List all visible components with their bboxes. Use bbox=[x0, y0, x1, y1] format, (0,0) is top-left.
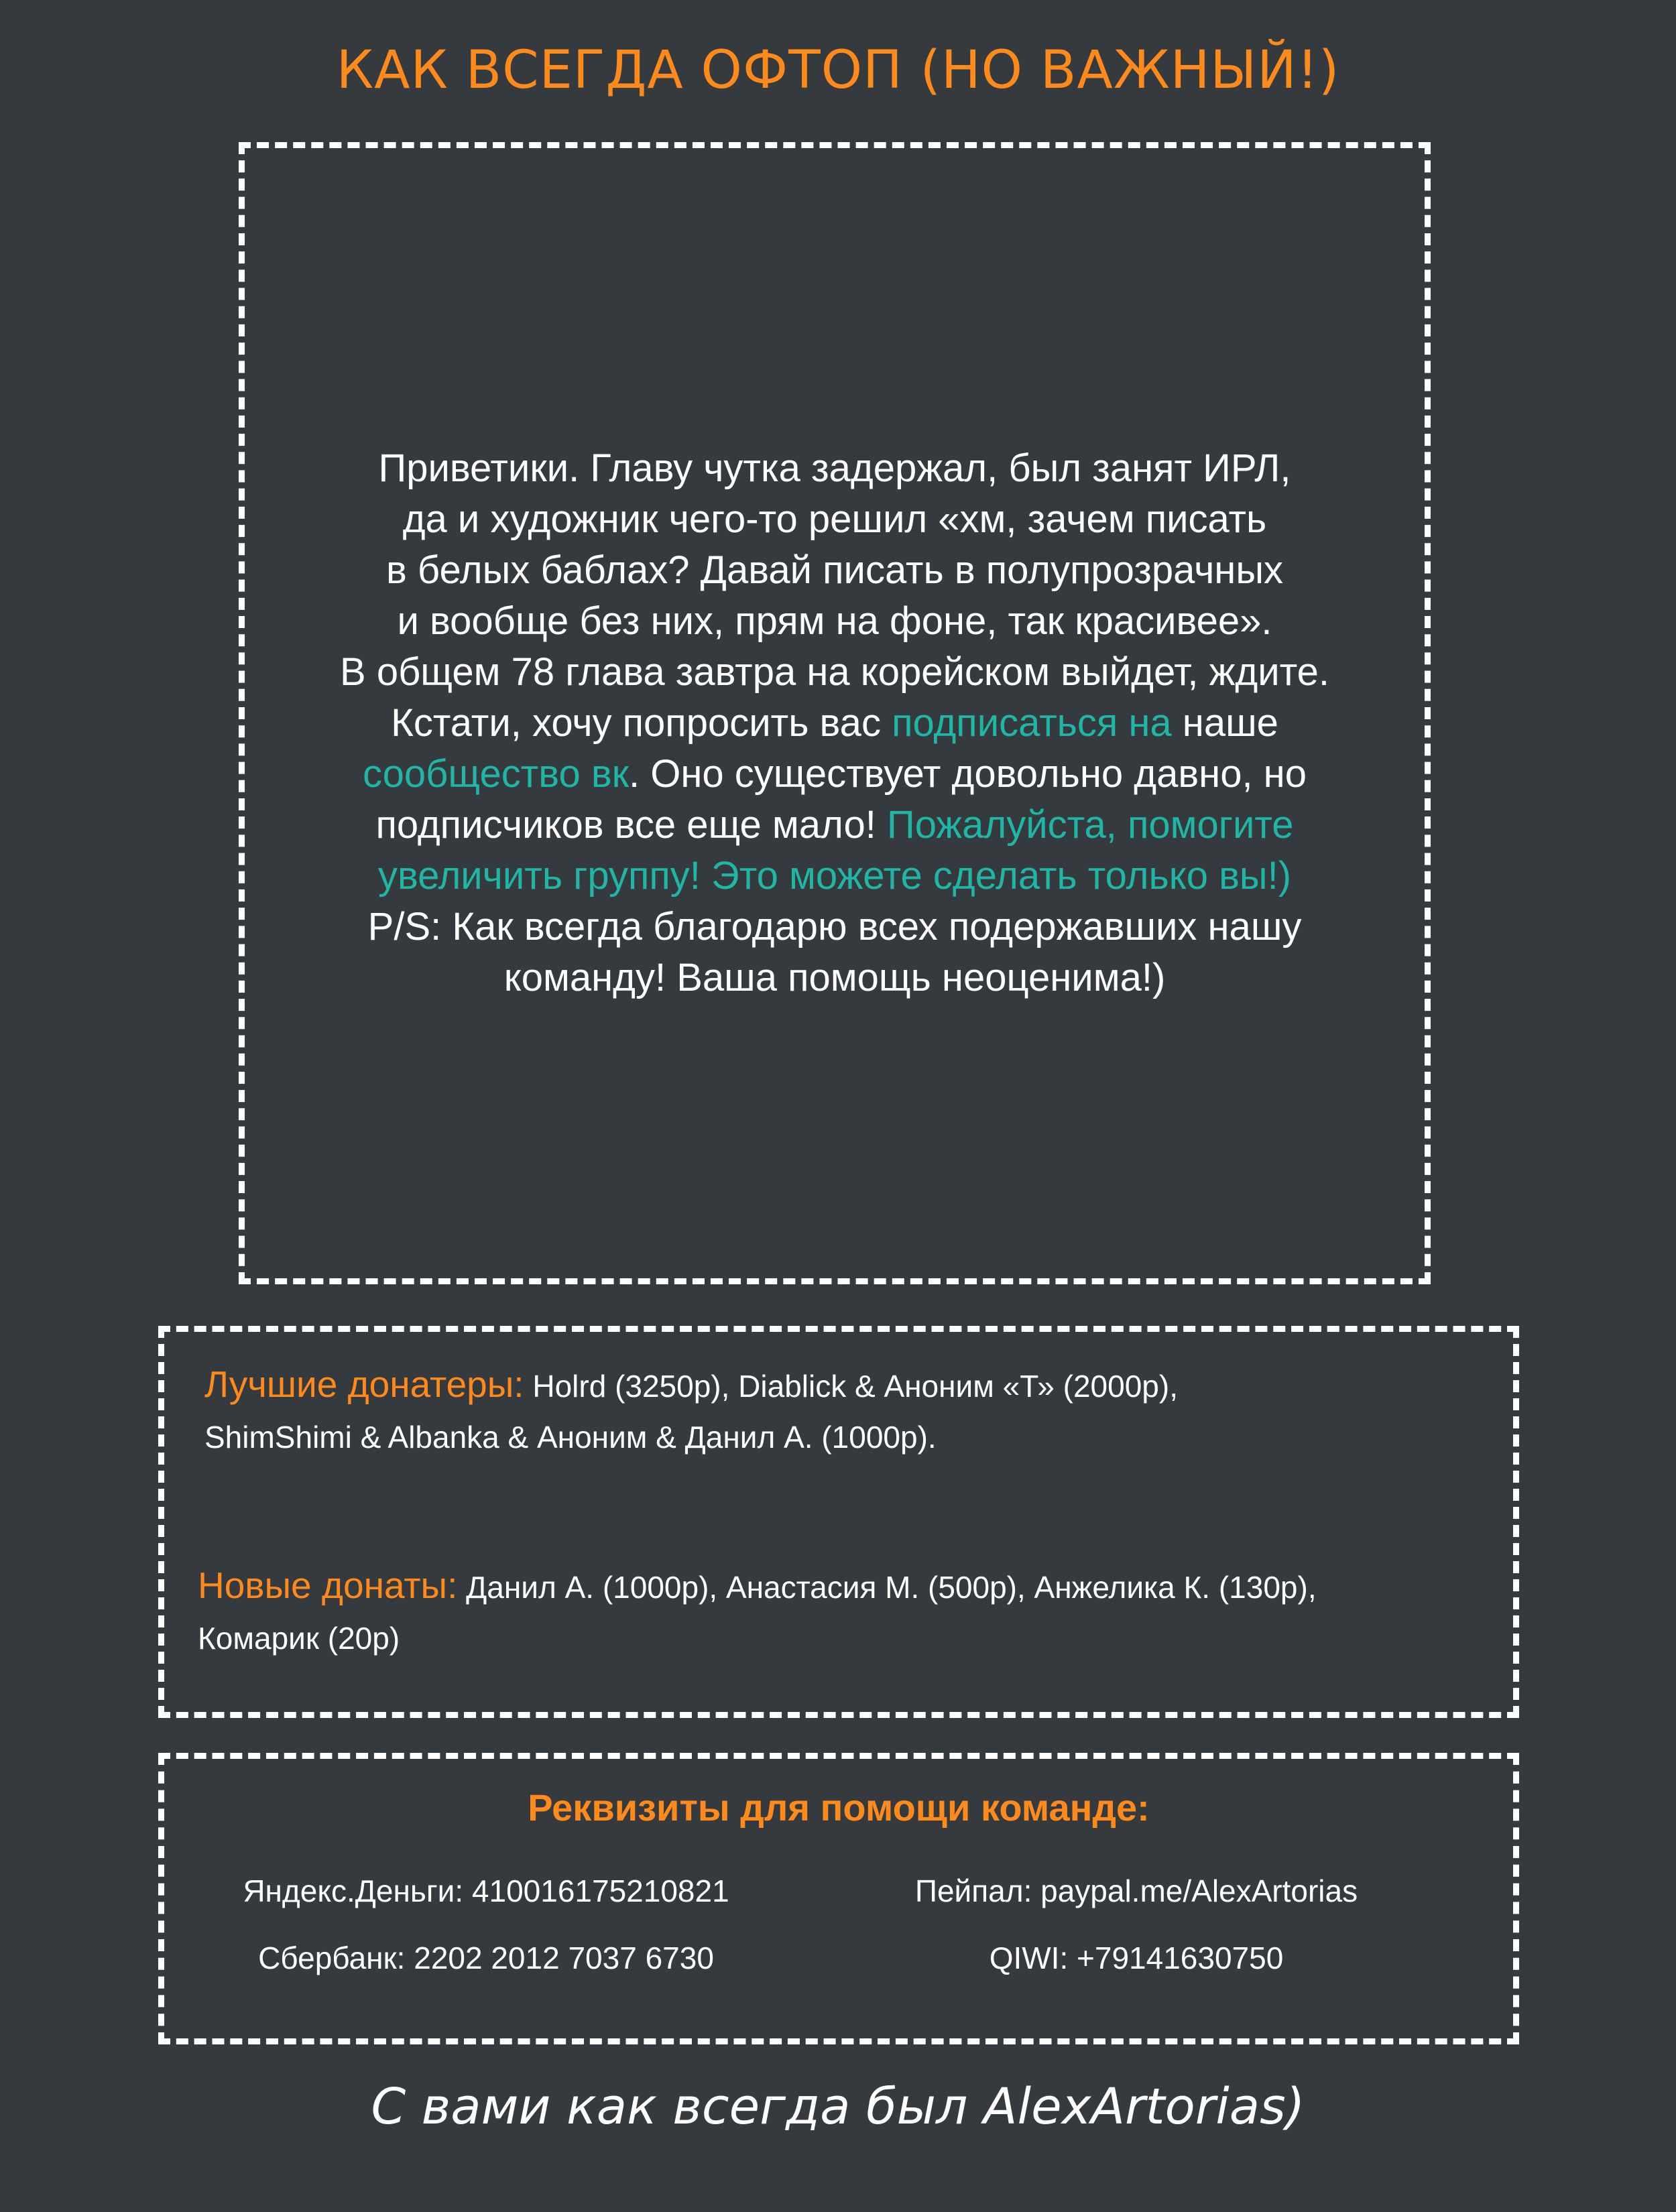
qiwi-requisite: QIWI: +79141630750 bbox=[989, 1941, 1284, 1975]
best-donors-list: ShimShimi & Albanka & Аноним & Данил А. (1000р). bbox=[204, 1420, 937, 1455]
requisites-title: Реквизиты для помощи команде: bbox=[528, 1786, 1150, 1829]
message-line: Приветики. Главу чутка задержал, был занят ИРЛ, bbox=[378, 446, 1291, 490]
best-donors bbox=[204, 1359, 1478, 1463]
yandex-money-requisite: Яндекс.Деньги: 410016175210821 bbox=[243, 1873, 729, 1908]
message-line bbox=[245, 749, 1425, 800]
donors-box bbox=[158, 1326, 1519, 1718]
best-donors-label: Лучшие донатеры: bbox=[204, 1363, 524, 1405]
paypal-requisite[interactable]: Пейпал: paypal.me/AlexArtorias bbox=[914, 1873, 1358, 1908]
message-line: да и художник чего-то решил «хм, зачем писать bbox=[402, 497, 1267, 541]
message-line bbox=[245, 698, 1425, 749]
message-line: В общем 78 глава завтра на корейском выйдет, ждите. bbox=[340, 650, 1329, 694]
message-line: команду! Ваша помощь неоценима!) bbox=[503, 956, 1166, 999]
message-line bbox=[245, 800, 1425, 851]
message-text-segment: подписчиков все еще мало! bbox=[375, 803, 888, 847]
best-donors-list: Holrd (3250р), Diablick & Аноним «Т» (2000р), bbox=[524, 1369, 1178, 1404]
new-donations-list: Данил А. (1000р), Анастасия М. (500р), Анжелика К. (130р), bbox=[457, 1570, 1317, 1605]
message-line: и вообще без них, прям на фоне, так красивее». bbox=[397, 599, 1272, 643]
message-text bbox=[245, 443, 1425, 1003]
requisites-box bbox=[158, 1753, 1519, 2044]
message-text-segment: Кстати, хочу попросить вас bbox=[391, 701, 892, 745]
message-box bbox=[239, 142, 1431, 1284]
vk-community-link[interactable]: сообщество вк bbox=[363, 752, 630, 796]
page-title: КАК ВСЕГДА ОФТОП (НО ВАЖНЫЙ!) bbox=[336, 40, 1340, 101]
sberbank-requisite: Сбербанк: 2202 2012 7037 6730 bbox=[258, 1941, 714, 1975]
new-donations-list: Комарик (20р) bbox=[198, 1621, 400, 1656]
help-highlight: увеличить группу! Это можете сделать только вы!) bbox=[377, 854, 1292, 898]
message-text-segment: наше bbox=[1171, 701, 1278, 745]
subscribe-link[interactable]: подписаться на bbox=[892, 701, 1172, 745]
help-highlight: Пожалуйста, помогите bbox=[887, 803, 1294, 847]
signature: С вами как всегда был AlexArtorias) bbox=[371, 2078, 1305, 2136]
new-donations bbox=[198, 1560, 1498, 1664]
message-line: P/S: Как всегда благодарю всех подержавших нашу bbox=[367, 905, 1302, 948]
message-text-segment: . Оно существует довольно давно, но bbox=[629, 752, 1307, 796]
message-line: в белых баблах? Давай писать в полупрозрачных bbox=[385, 548, 1284, 592]
new-donations-label: Новые донаты: bbox=[198, 1564, 458, 1606]
